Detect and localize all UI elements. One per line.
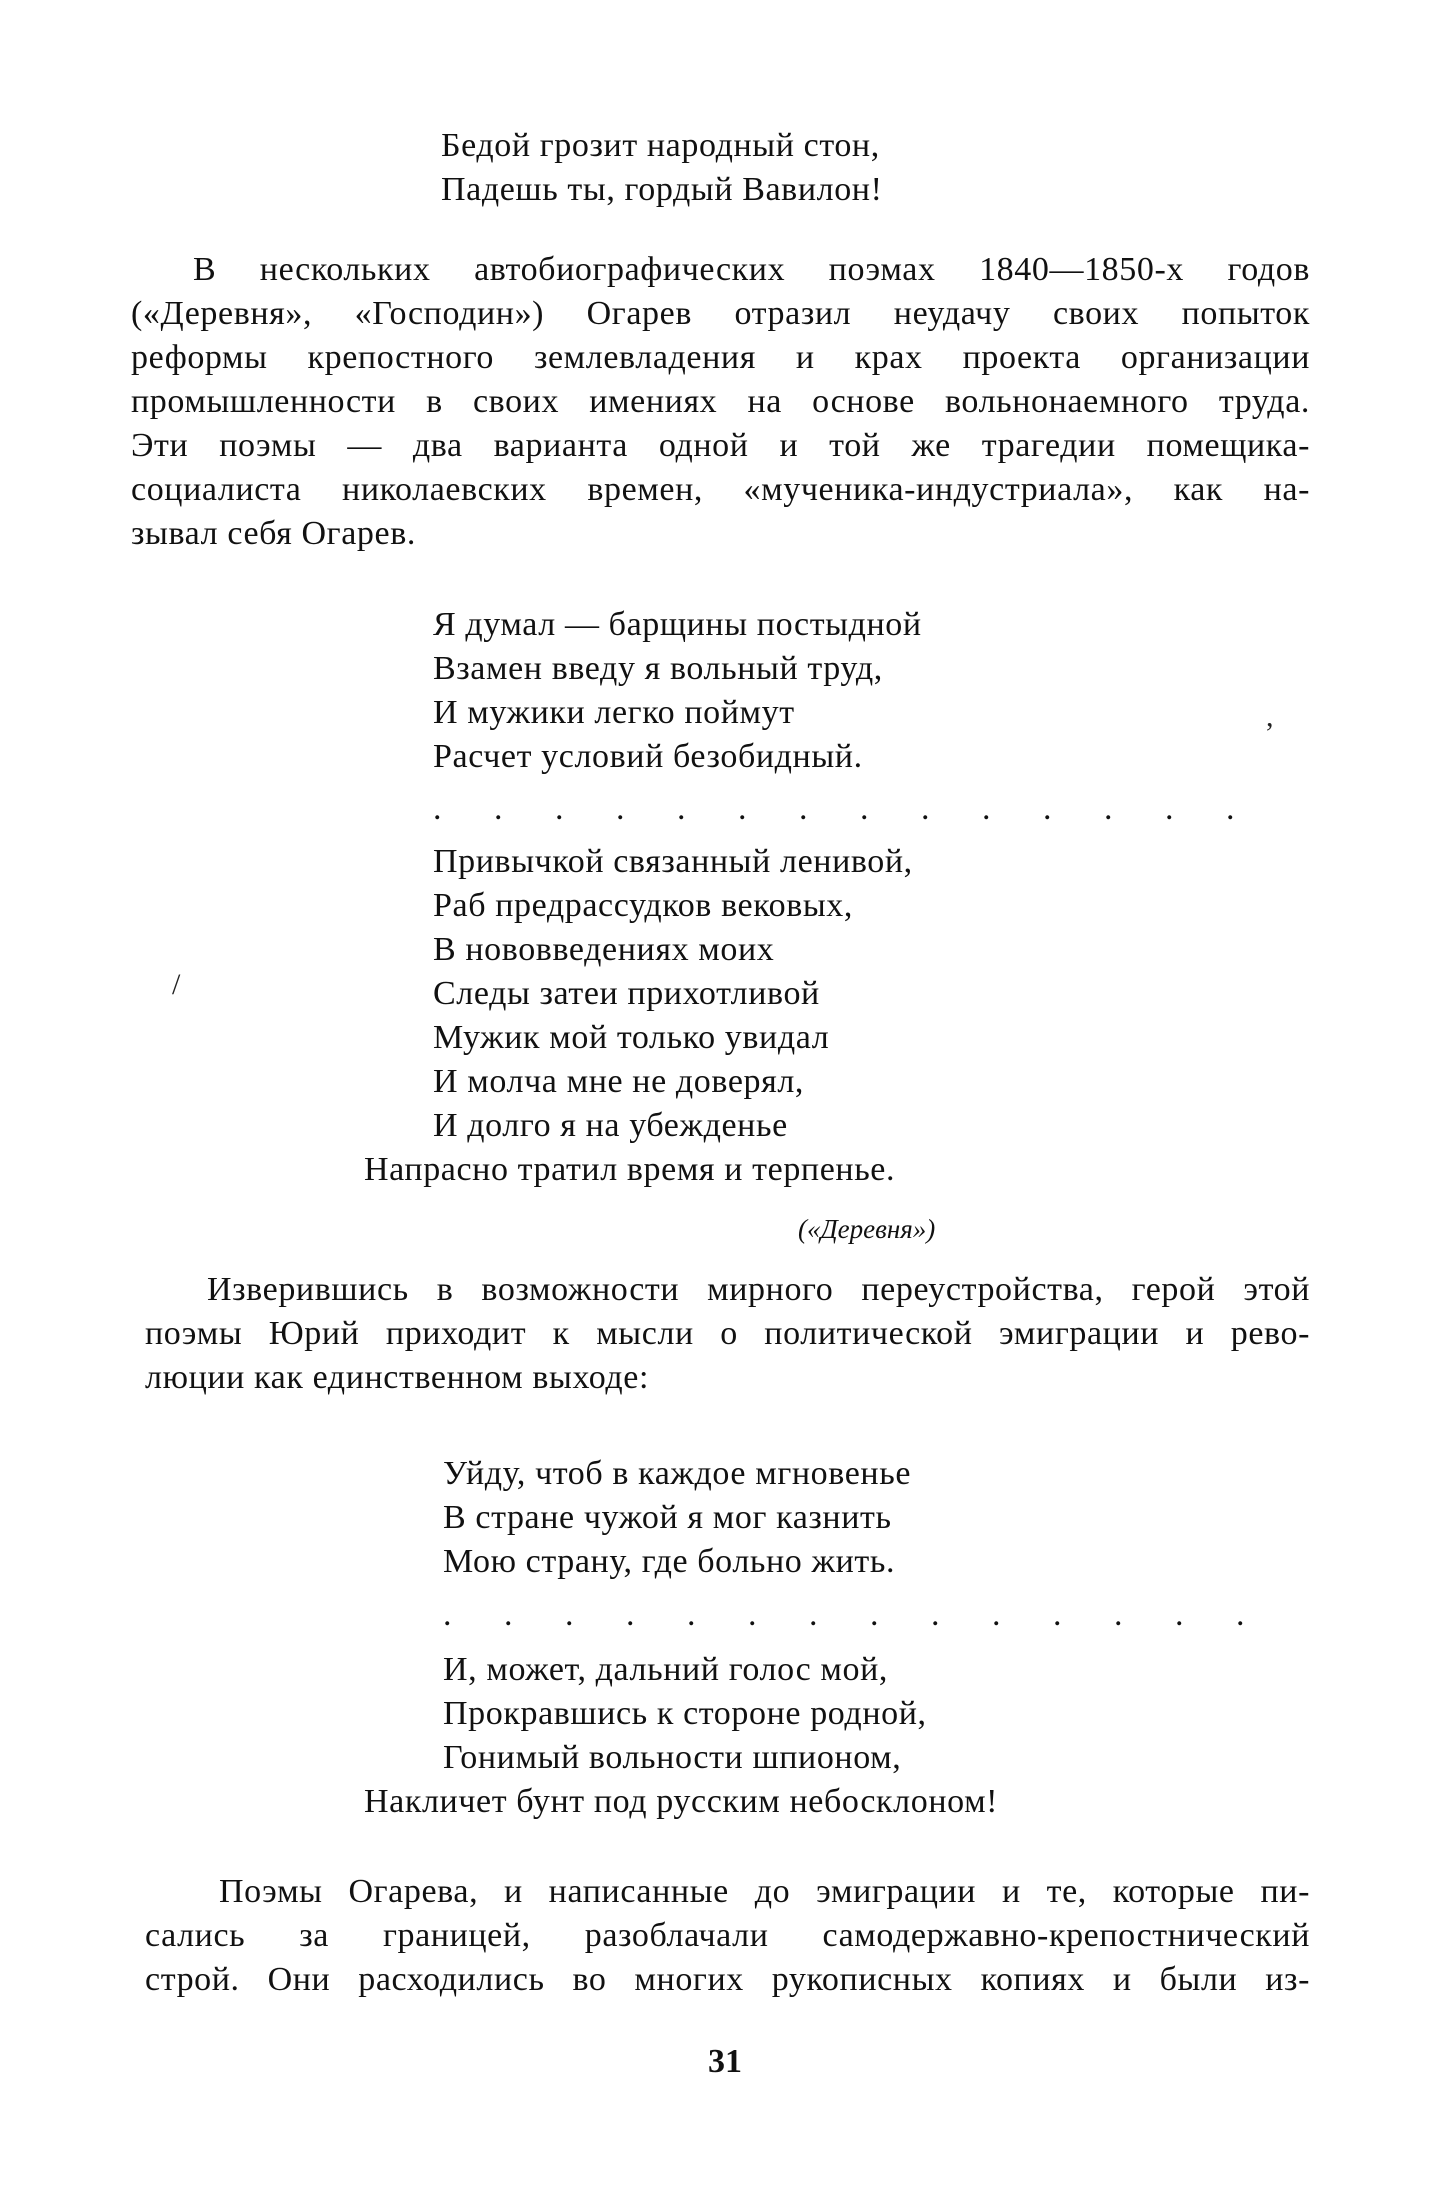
paragraph-line: В нескольких автобиографических поэмах 1840—1850-х годов <box>193 251 1310 288</box>
poem-line: Следы затеи прихотливой <box>433 975 820 1012</box>
page-number: 31 <box>708 2043 742 2080</box>
poem-line: В нововведениях моих <box>433 931 775 968</box>
paragraph-line: Поэмы Огарева, и написанные до эмиграции и те, которые пи- <box>219 1873 1310 1910</box>
paragraph-line: промышленности в своих имениях на основе вольнонаемного труда. <box>131 383 1310 420</box>
poem-line: И мужики легко поймут <box>433 694 795 731</box>
poem-line: Раб предрассудков вековых, <box>433 887 853 924</box>
poem-line: И долго я на убежденье <box>433 1107 788 1144</box>
ellipsis-line: . . . . . . . . . . . . . . <box>443 1596 1267 1633</box>
paragraph-line: реформы крепостного землевладения и крах проекта организации <box>131 339 1310 376</box>
paragraph-line: зывал себя Огарев. <box>131 515 416 552</box>
poem-line: Мужик мой только увидал <box>433 1019 830 1056</box>
poem-line: Привычкой связанный ленивой, <box>433 843 913 880</box>
poem-line: И, может, дальний голос мой, <box>443 1651 888 1688</box>
paragraph-line: Изверившись в возможности мирного переустройства, герой этой <box>207 1271 1310 1308</box>
paragraph-line: Эти поэмы — два варианта одной и той же трагедии помещика- <box>131 427 1310 464</box>
poem-line: Я думал — барщины постыдной <box>433 606 922 643</box>
epigraph-line: Падешь ты, гордый Вавилон! <box>441 171 883 208</box>
paragraph-line: социалиста николаевских времен, «мученика-индустриала», как на- <box>131 471 1310 508</box>
poem-line: И молча мне не доверял, <box>433 1063 805 1100</box>
epigraph-line: Бедой грозит народный стон, <box>441 127 880 164</box>
poem-line: Взамен введу я вольный труд, <box>433 650 883 687</box>
paragraph-line: сались за границей, разоблачали самодержавно-крепостнический <box>145 1917 1310 1954</box>
poem-line: Накличет бунт под русским небосклоном! <box>364 1783 999 1820</box>
poem-line: Напрасно тратил время и терпенье. <box>364 1151 896 1188</box>
poem-line: Прокравшись к стороне родной, <box>443 1695 927 1732</box>
stray-mark: / <box>172 968 181 1001</box>
poem-line: Мою страну, где больно жить. <box>443 1543 896 1580</box>
poem-line: Расчет условий безобидный. <box>433 738 863 775</box>
paragraph-line: поэмы Юрий приходит к мысли о политической эмиграции и рево- <box>145 1315 1310 1352</box>
paragraph-line: («Деревня», «Господин») Огарев отразил неудачу своих попыток <box>131 295 1310 332</box>
poem-citation: («Деревня») <box>798 1214 936 1244</box>
paragraph-line: строй. Они расходились во многих рукописных копиях и были из- <box>145 1961 1310 1998</box>
poem-line: В стране чужой я мог казнить <box>443 1499 892 1536</box>
ellipsis-line: . . . . . . . . . . . . . . <box>433 790 1257 827</box>
poem-line: Уйду, чтоб в каждое мгновенье <box>443 1455 912 1492</box>
stray-mark: , <box>1266 700 1274 733</box>
paragraph-line: люции как единственном выходе: <box>145 1359 650 1396</box>
poem-line: Гонимый вольности шпионом, <box>443 1739 902 1776</box>
